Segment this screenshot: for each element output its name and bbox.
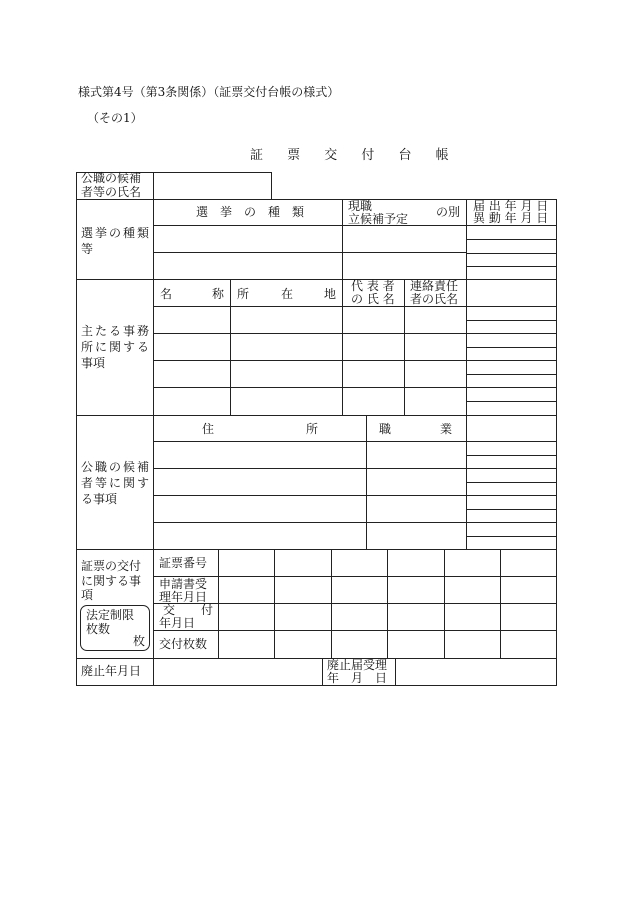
contact-person-header-1: 連絡責任 bbox=[410, 279, 459, 293]
office-label-3: 事項 bbox=[81, 356, 106, 370]
abolition-receipt-label-1: 廃止届受理 bbox=[327, 658, 388, 672]
issue-date-label-b: 付 bbox=[201, 603, 214, 617]
page-title: 証 票 交 付 台 帳 bbox=[250, 148, 459, 163]
office-name-header-a: 名 bbox=[160, 287, 173, 301]
representative-header-1: 代 表 者 bbox=[351, 279, 395, 293]
issued-count-label: 交付枚数 bbox=[159, 637, 208, 651]
form-sub-number: （その1） bbox=[87, 111, 143, 125]
certificate-label-2: に関する事 bbox=[81, 574, 142, 588]
election-label-2: 等 bbox=[81, 242, 94, 256]
office-location-header-c: 地 bbox=[324, 287, 337, 301]
candidate-name-label-2: 者等の氏名 bbox=[81, 185, 142, 199]
issue-date-label-a: 交 bbox=[163, 603, 176, 617]
election-type-header: 選 挙 の 種 類 bbox=[196, 205, 305, 219]
office-location-header-b: 在 bbox=[281, 287, 294, 301]
certificate-label-1: 証票の交付 bbox=[81, 559, 142, 573]
current-candidate-header-2: 立候補予定 bbox=[348, 212, 409, 226]
representative-header-2: の 氏 名 bbox=[351, 292, 395, 306]
form-number: 様式第4号（第3条関係）（証票交付台帳の様式） bbox=[78, 85, 340, 99]
filing-date-header: 届 出 年 月 日 bbox=[473, 199, 549, 213]
legal-limit-label: 法定制限 bbox=[86, 608, 135, 622]
office-name-header-b: 称 bbox=[212, 287, 225, 301]
occupation-header-b: 業 bbox=[440, 422, 453, 436]
certificate-label-3: 項 bbox=[81, 588, 94, 602]
legal-limit-count-label: 枚数 bbox=[86, 622, 111, 636]
issue-date-label-2: 年月日 bbox=[159, 616, 196, 630]
certificate-number-label: 証票番号 bbox=[159, 556, 208, 570]
address-header-b: 所 bbox=[306, 422, 319, 436]
candidate-info-label-3: る事項 bbox=[81, 492, 118, 506]
abolition-receipt-label-2: 年 月 日 bbox=[327, 671, 388, 685]
abolition-date-label: 廃止年月日 bbox=[81, 664, 142, 678]
application-date-label-1: 申請書受 bbox=[159, 577, 208, 591]
office-label-2: 所に関する bbox=[81, 340, 152, 354]
occupation-header-a: 職 bbox=[379, 422, 392, 436]
legal-limit-unit: 枚 bbox=[133, 634, 146, 648]
candidate-info-label-2: 者等に関す bbox=[81, 476, 152, 490]
contact-person-header-2: 者の氏名 bbox=[410, 292, 459, 306]
change-date-header: 異 動 年 月 日 bbox=[473, 211, 549, 225]
office-location-header-a: 所 bbox=[237, 287, 250, 301]
election-label-1: 選挙の種類 bbox=[81, 226, 152, 240]
current-candidate-header-1: 現職 bbox=[348, 199, 373, 213]
candidate-info-label-1: 公職の候補 bbox=[81, 460, 152, 474]
address-header-a: 住 bbox=[202, 422, 215, 436]
candidate-name-label-1: 公職の候補 bbox=[81, 171, 142, 185]
office-label-1: 主たる事務 bbox=[81, 324, 152, 338]
application-date-label-2: 理年月日 bbox=[159, 590, 208, 604]
current-candidate-suffix: の別 bbox=[436, 205, 461, 219]
